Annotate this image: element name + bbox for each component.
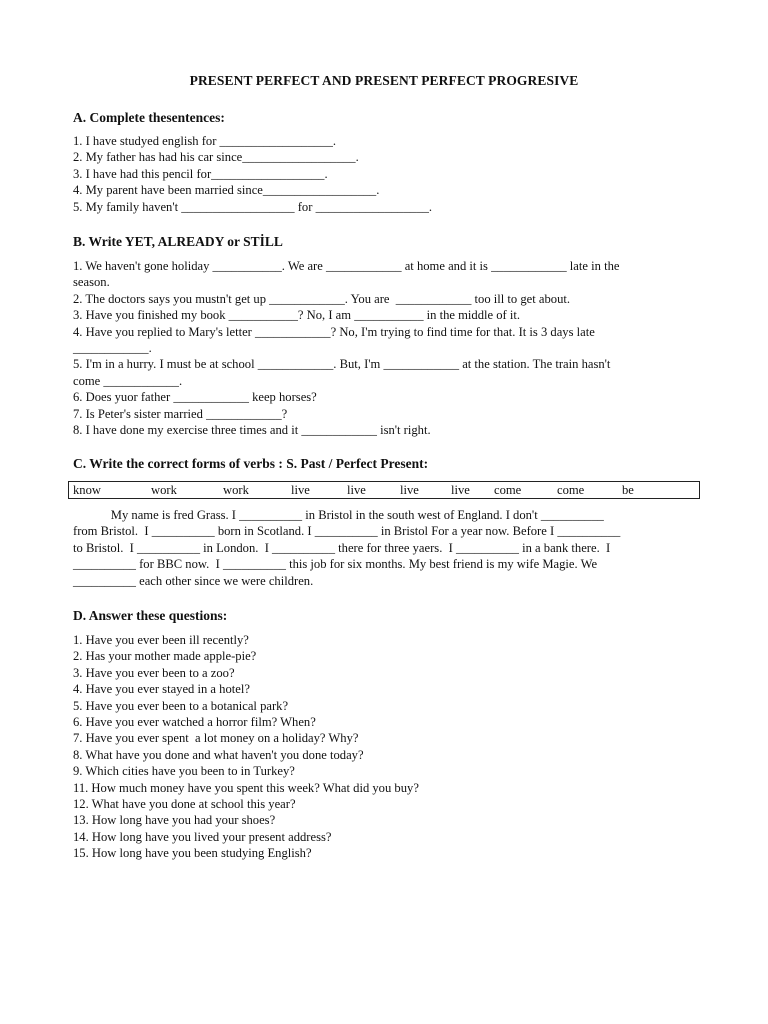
section-a-list — [73, 133, 703, 215]
page-title: PRESENT PERFECT AND PRESENT PERFECT PROGRESIVE — [189, 73, 579, 88]
verb-word: come — [494, 483, 522, 497]
list-item: come ____________. — [73, 373, 183, 388]
section-b-list — [73, 258, 703, 438]
list-item: season. — [73, 275, 110, 290]
list-item: ____________. — [73, 341, 152, 356]
list-item: 13. How long have you had your shoes? — [73, 813, 276, 828]
verb-word: know — [73, 483, 101, 497]
list-item: 6. Does yuor father ____________ keep horses? — [73, 390, 317, 405]
verb-word: work — [223, 483, 249, 497]
list-item: 7. Have you ever spent a lot money on a holiday? Why? — [73, 731, 359, 746]
verb-word: live — [291, 483, 310, 497]
paragraph-line: to Bristol. I __________ in London. I __________ there for three yaers. I __________ in a bank there. I — [73, 540, 611, 555]
list-item: 4. Have you replied to Mary's letter ____________? No, I'm trying to find time for that. It is 3 days late — [73, 324, 595, 339]
verb-box — [68, 481, 700, 499]
list-item: 8. I have done my exercise three times and it ____________ isn't right. — [73, 423, 431, 438]
list-item: 3. Have you ever been to a zoo? — [73, 665, 235, 680]
list-item: 5. My family haven't __________________ for __________________. — [73, 199, 433, 214]
list-item: 5. Have you ever been to a botanical park? — [73, 698, 289, 713]
list-item: 2. My father has had his car since__________________. — [73, 150, 359, 165]
verb-word: live — [400, 483, 419, 497]
list-item: 8. What have you done and what haven't you done today? — [73, 747, 364, 762]
list-item: 11. How much money have you spent this week? What did you buy? — [73, 780, 419, 795]
verb-word: come — [557, 483, 585, 497]
section-c-heading: C. Write the correct forms of verbs : S. Past / Perfect Present: — [73, 456, 429, 471]
paragraph-line: __________ each other since we were children. — [73, 573, 314, 588]
paragraph-line: My name is fred Grass. I __________ in Bristol in the south west of England. I don't __________ — [73, 508, 604, 522]
list-item: 2. Has your mother made apple-pie? — [73, 649, 257, 664]
verb-word: be — [622, 483, 634, 497]
section-a-heading: A. Complete thesentences: — [73, 110, 225, 125]
list-item: 3. Have you finished my book ___________? No, I am ___________ in the middle of it. — [73, 308, 521, 323]
list-item: 12. What have you done at school this year? — [73, 797, 296, 812]
verb-word: live — [451, 483, 470, 497]
list-item: 4. My parent have been married since__________________. — [73, 183, 380, 198]
list-item: 15. How long have you been studying English? — [73, 846, 312, 861]
list-item: 6. Have you ever watched a horror film? When? — [73, 715, 316, 730]
list-item: 1. I have studyed english for __________________. — [73, 134, 337, 148]
list-item: 4. Have you ever stayed in a hotel? — [73, 682, 250, 697]
verb-word: work — [151, 483, 177, 497]
section-d-heading: D. Answer these questions: — [73, 608, 228, 623]
list-item: 1. Have you ever been ill recently? — [73, 633, 249, 647]
list-item: 14. How long have you lived your present address? — [73, 829, 332, 844]
list-item: 7. Is Peter's sister married ____________? — [73, 406, 288, 421]
section-c-paragraph — [73, 507, 701, 589]
verb-word: live — [347, 483, 366, 497]
list-item: 3. I have had this pencil for__________________. — [73, 166, 328, 181]
list-item: 2. The doctors says you mustn't get up ____________. You are ____________ too ill to get about. — [73, 291, 571, 306]
paragraph-line: from Bristol. I __________ born in Scotland. I __________ in Bristol For a year now. Before I __________ — [73, 524, 621, 539]
section-b-heading: B. Write YET, ALREADY or STİLL — [73, 234, 283, 249]
list-item: 1. We haven't gone holiday ___________. We are ____________ at home and it is ____________ late in the — [73, 259, 620, 273]
list-item: 5. I'm in a hurry. I must be at school ____________. But, I'm ____________ at the station. The train hasn't — [73, 357, 611, 372]
section-d-list — [73, 632, 703, 862]
paragraph-line: __________ for BBC now. I __________ this job for six months. My best friend is my wife Magie. We — [73, 557, 598, 572]
list-item: 9. Which cities have you been to in Turkey? — [73, 764, 295, 779]
